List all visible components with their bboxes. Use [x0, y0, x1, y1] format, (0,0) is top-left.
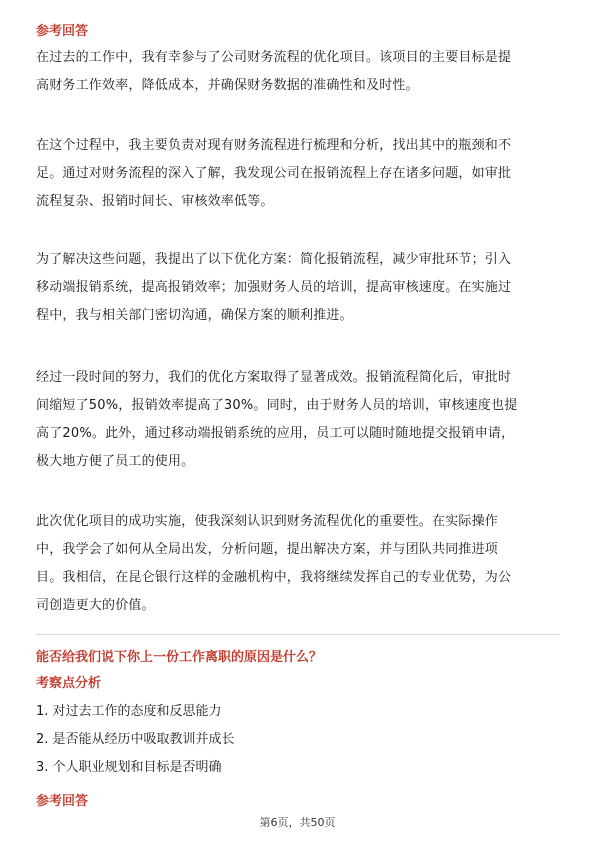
paragraph-line: 极大地方便了员工的使用。	[36, 454, 195, 469]
answer-paragraph-2	[36, 132, 560, 216]
paragraph-line: 间缩短了50%，报销效率提高了30%。同时，由于财务人员的培训，审核速度也提	[36, 398, 518, 413]
page-number-footer: 第6页，共50页	[259, 816, 336, 829]
paragraph-line: 为了解决这些问题，我提出了以下优化方案：简化报销流程，减少审批环节；引入	[36, 252, 512, 267]
section-divider	[36, 634, 560, 635]
paragraph-line: 移动端报销系统，提高报销效率；加强财务人员的培训，提高审核速度。在实施过	[36, 280, 512, 295]
paragraph-line: 在过去的工作中，我有幸参与了公司财务流程的优化项目。该项目的主要目标是提	[36, 50, 512, 65]
answer-paragraph-1	[36, 44, 560, 100]
paragraph-line: 高了20%。此外，通过移动端报销系统的应用，员工可以随时随地提交报销申请，	[36, 426, 515, 441]
answer-paragraph-4	[36, 364, 560, 476]
analysis-item: 1. 对过去工作的态度和反思能力	[36, 704, 222, 719]
paragraph-line: 程中，我与相关部门密切沟通，确保方案的顺利推进。	[36, 308, 353, 323]
answer-heading: 参考回答	[36, 794, 89, 809]
paragraph-line: 经过一段时间的努力，我们的优化方案取得了显著成效。报销流程简化后，审批时	[36, 370, 512, 385]
paragraph-line: 足。通过对财务流程的深入了解，我发现公司在报销流程上存在诸多问题，如审批	[36, 166, 512, 181]
interview-question: 能否给我们说下你上一份工作离职的原因是什么？	[36, 650, 323, 665]
analysis-heading: 考察点分析	[36, 676, 102, 691]
paragraph-line: 司创造更大的价值。	[36, 598, 155, 613]
analysis-item: 2. 是否能从经历中吸取教训并成长	[36, 732, 235, 747]
answer-paragraph-5	[36, 508, 560, 620]
answer-heading: 参考回答	[36, 24, 89, 39]
paragraph-line: 此次优化项目的成功实施，使我深刻认识到财务流程优化的重要性。在实际操作	[36, 514, 499, 529]
paragraph-line: 在这个过程中，我主要负责对现有财务流程进行梳理和分析，找出其中的瓶颈和不	[36, 138, 512, 153]
analysis-item: 3. 个人职业规划和目标是否明确	[36, 760, 222, 775]
paragraph-line: 目。我相信，在昆仑银行这样的金融机构中，我将继续发挥自己的专业优势，为公	[36, 570, 512, 585]
answer-paragraph-3	[36, 246, 560, 330]
paragraph-line: 高财务工作效率，降低成本，并确保财务数据的准确性和及时性。	[36, 78, 419, 93]
paragraph-line: 流程复杂、报销时间长、审核效率低等。	[36, 194, 274, 209]
paragraph-line: 中，我学会了如何从全局出发，分析问题，提出解决方案，并与团队共同推进项	[36, 542, 499, 557]
